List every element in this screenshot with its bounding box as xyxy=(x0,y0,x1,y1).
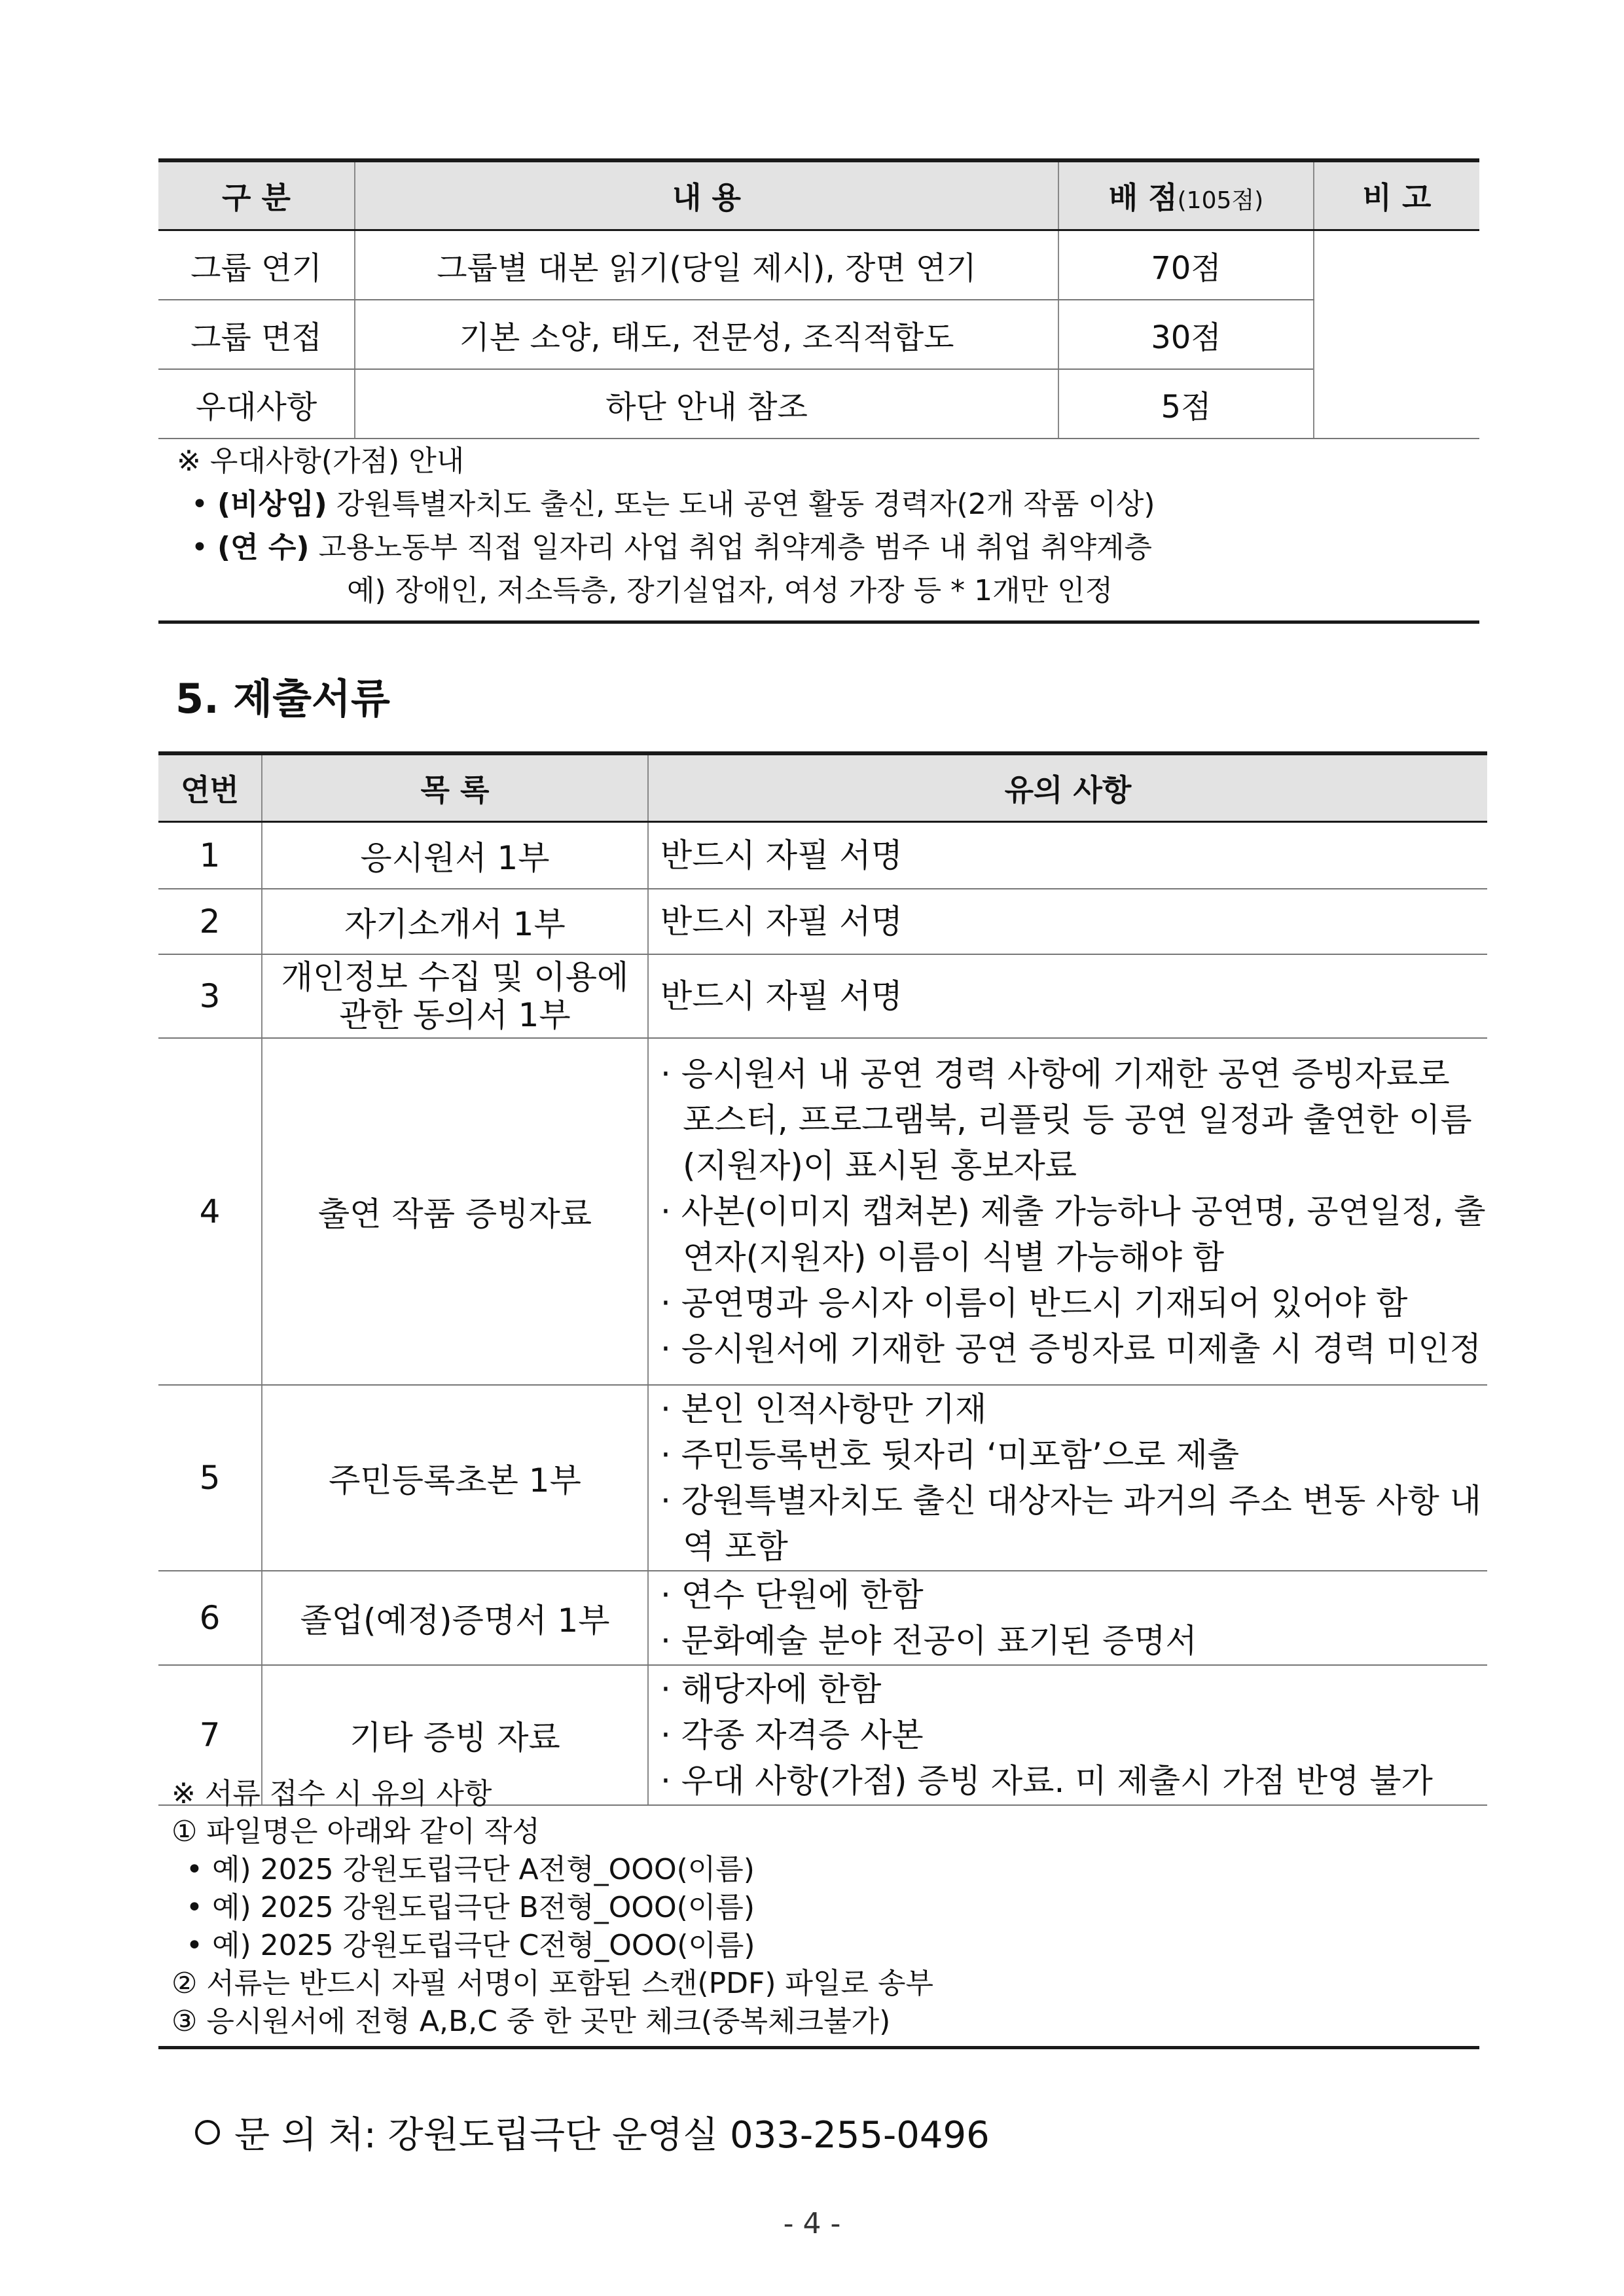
contact-info xyxy=(195,2106,990,2159)
row-content: 그룹별 대본 읽기(당일 제시), 장면 연기 xyxy=(355,230,1058,300)
row-no: 2 xyxy=(158,889,262,954)
divider xyxy=(158,2046,1479,2049)
header-score xyxy=(1058,160,1314,230)
contact-text: 문 의 처: 강원도립극단 운영실 033-255-0496 xyxy=(234,2114,990,2157)
note-line: · 해당자에 한함 xyxy=(660,1670,882,1708)
table-row xyxy=(158,300,1479,369)
bonus-item xyxy=(177,526,1473,569)
note-line: · 각종 자격증 사본 xyxy=(660,1715,924,1754)
note-line: • 예) 2025 강원도립극단 B전형_OOO(이름) xyxy=(186,1891,755,1924)
row-item: 주민등록초본 1부 xyxy=(262,1385,648,1571)
note-line: · 공연명과 응시자 이름이 반드시 기재되어 있어야 함 xyxy=(660,1283,1408,1322)
row-no: 4 xyxy=(158,1038,262,1385)
row-no: 1 xyxy=(158,822,262,889)
documents-table-header xyxy=(158,753,1487,822)
row-category: 우대사항 xyxy=(158,369,355,439)
row-score: 5점 xyxy=(1058,369,1314,439)
note-line: · 강원특별자치도 출신 대상자는 과거의 주소 변동 사항 내역 포함 xyxy=(660,1481,1481,1566)
header-content: 내 용 xyxy=(355,160,1058,230)
row-notes xyxy=(648,1571,1487,1665)
note-line: · 본인 인적사항만 기재 xyxy=(660,1390,987,1428)
table-row xyxy=(158,1571,1487,1665)
table-row xyxy=(158,1385,1487,1571)
note-line: ③ 응시원서에 전형 A,B,C 중 한 곳만 체크(중복체크불가) xyxy=(171,2005,891,2038)
row-no: 5 xyxy=(158,1385,262,1571)
note-line: · 연수 단원에 한함 xyxy=(660,1575,924,1614)
table-row xyxy=(158,889,1487,954)
header-score-label: 배 점 xyxy=(1108,180,1178,215)
score-table-header xyxy=(158,160,1479,230)
row-content: 기본 소양, 태도, 전문성, 조직적합도 xyxy=(355,300,1058,369)
note-line: · 우대 사항(가점) 증빙 자료. 미 제출시 가점 반영 불가 xyxy=(660,1761,1433,1800)
table-row xyxy=(158,954,1487,1038)
row-category: 그룹 연기 xyxy=(158,230,355,300)
row-item: 출연 작품 증빙자료 xyxy=(262,1038,648,1385)
bonus-label: (비상임) xyxy=(217,488,327,521)
bonus-label: (연 수) xyxy=(217,531,310,564)
row-notes xyxy=(648,1038,1487,1385)
row-item: 응시원서 1부 xyxy=(262,822,648,889)
page-number: - 4 - xyxy=(783,2207,841,2240)
section-title: 5. 제출서류 xyxy=(175,675,390,723)
remarks-cell xyxy=(1314,230,1479,439)
note-line: ② 서류는 반드시 자필 서명이 포함된 스캔(PDF) 파일로 송부 xyxy=(171,1967,933,2000)
note-line: · 문화예술 분야 전공이 표기된 증명서 xyxy=(660,1621,1197,1660)
note-line: • 예) 2025 강원도립극단 C전형_OOO(이름) xyxy=(186,1929,755,1962)
header-notes: 유의 사항 xyxy=(648,753,1487,822)
row-notes: 반드시 자필 서명 xyxy=(648,889,1487,954)
bonus-item xyxy=(177,483,1473,526)
row-item: 기타 증빙 자료 xyxy=(262,1665,648,1805)
note-line: · 사본(이미지 캡쳐본) 제출 가능하나 공연명, 공연일정, 출연자(지원자) 이름이 식별 가능해야 함 xyxy=(660,1192,1486,1276)
documents-table xyxy=(158,751,1487,1806)
score-table xyxy=(158,158,1479,439)
row-no: 7 xyxy=(158,1665,262,1805)
bonus-text: 고용노동부 직접 일자리 사업 취업 취약계층 범주 내 취업 취약계층 xyxy=(318,531,1152,564)
row-category: 그룹 면접 xyxy=(158,300,355,369)
note-line: · 응시원서에 기재한 공연 증빙자료 미제출 시 경력 미인정 xyxy=(660,1329,1481,1368)
table-row xyxy=(158,369,1479,439)
bonus-example: 예) 장애인, 저소득층, 장기실업자, 여성 가장 등 * 1개만 인정 xyxy=(347,574,1113,607)
row-no: 6 xyxy=(158,1571,262,1665)
row-notes: 반드시 자필 서명 xyxy=(648,822,1487,889)
note-line: · 응시원서 내 공연 경력 사항에 기재한 공연 증빙자료로 포스터, 프로그램북, 리플릿 등 공연 일정과 출연한 이름(지원자)이 표시된 홍보자료 xyxy=(660,1054,1472,1185)
row-no: 3 xyxy=(158,954,262,1038)
bonus-notes xyxy=(177,440,1473,613)
row-notes xyxy=(648,1385,1487,1571)
bullet-icon: • xyxy=(191,531,208,564)
note-line: ① 파일명은 아래와 같이 작성 xyxy=(171,1815,540,1848)
note-line: • 예) 2025 강원도립극단 A전형_OOO(이름) xyxy=(186,1853,755,1886)
header-remarks: 비 고 xyxy=(1314,160,1479,230)
divider xyxy=(158,620,1479,624)
row-item: 자기소개서 1부 xyxy=(262,889,648,954)
row-score: 70점 xyxy=(1058,230,1314,300)
header-item: 목 록 xyxy=(262,753,648,822)
table-row xyxy=(158,822,1487,889)
file-notes-title: ※ 서류 접수 시 유의 사항 xyxy=(171,1777,492,1810)
bonus-notes-title: ※ 우대사항(가점) 안내 xyxy=(177,444,465,478)
row-score: 30점 xyxy=(1058,300,1314,369)
bullet-icon: • xyxy=(191,488,208,521)
row-notes: 반드시 자필 서명 xyxy=(648,954,1487,1038)
header-no: 연번 xyxy=(158,753,262,822)
table-row xyxy=(158,1038,1487,1385)
row-item: 개인정보 수집 및 이용에 관한 동의서 1부 xyxy=(262,954,648,1038)
file-submission-notes xyxy=(171,1775,1481,2041)
note-line: · 주민등록번호 뒷자리 ‘미포함’으로 제출 xyxy=(660,1435,1240,1474)
header-score-total: (105점) xyxy=(1177,187,1264,214)
row-content: 하단 안내 참조 xyxy=(355,369,1058,439)
header-category: 구 분 xyxy=(158,160,355,230)
bonus-text: 강원특별자치도 출신, 또는 도내 공연 활동 경력자(2개 작품 이상) xyxy=(336,488,1155,521)
row-item: 졸업(예정)증명서 1부 xyxy=(262,1571,648,1665)
table-row xyxy=(158,230,1479,300)
hollow-circle-icon xyxy=(195,2120,220,2145)
